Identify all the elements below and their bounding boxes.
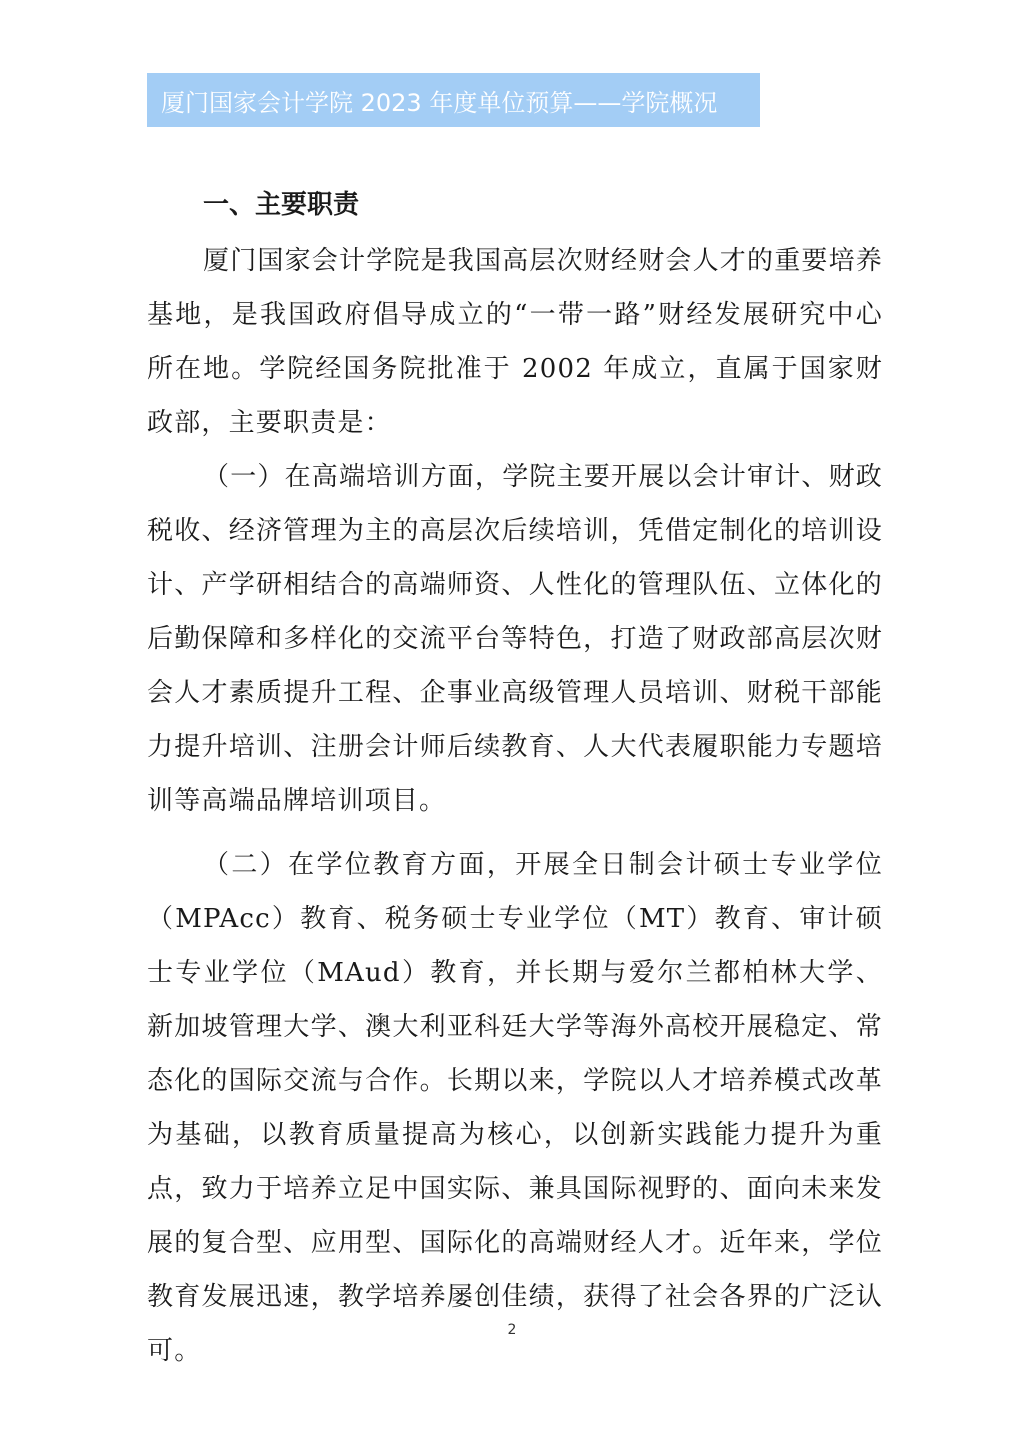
section-heading: 一、主要职责	[203, 190, 360, 220]
paragraph-intro: 厦门国家会计学院是我国高层次财经财会人才的重要培养基地，是我国政府倡导成立的“一带一路”财经发展研究中心所在地。学院经国务院批准于 2002 年成立，直属于国家财政部，主要职责是：	[147, 246, 884, 438]
document-body	[147, 176, 883, 1378]
document-header-title: 厦门国家会计学院 2023 年度单位预算——学院概况	[161, 88, 718, 117]
document-header-banner	[147, 73, 760, 127]
page-number: 2	[507, 1322, 517, 1338]
paragraph-degree-education: （二）在学位教育方面，开展全日制会计硕士专业学位（MPAcc）教育、税务硕士专业学位（MT）教育、审计硕士专业学位（MAud）教育，并长期与爱尔兰都柏林大学、新加坡管理大学、澳大利亚科廷大学等海外高校开展稳定、常态化的国际交流与合作。长期以来，学院以人才培养模式改革为基础，以教育质量提高为核心，以创新实践能力提升为重点，致力于培养立足中国实际、兼具国际视野的、面向未来发展的复合型、应用型、国际化的高端财经人才。近年来，学位教育发展迅速，教学培养屡创佳绩，获得了社会各界的广泛认可。	[147, 850, 883, 1366]
paragraph-training: （一）在高端培训方面，学院主要开展以会计审计、财政税收、经济管理为主的高层次后续培训，凭借定制化的培训设计、产学研相结合的高端师资、人性化的管理队伍、立体化的后勤保障和多样化的交流平台等特色，打造了财政部高层次财会人才素质提升工程、企事业高级管理人员培训、财税干部能力提升培训、注册会计师后续教育、人大代表履职能力专题培训等高端品牌培训项目。	[147, 462, 884, 816]
